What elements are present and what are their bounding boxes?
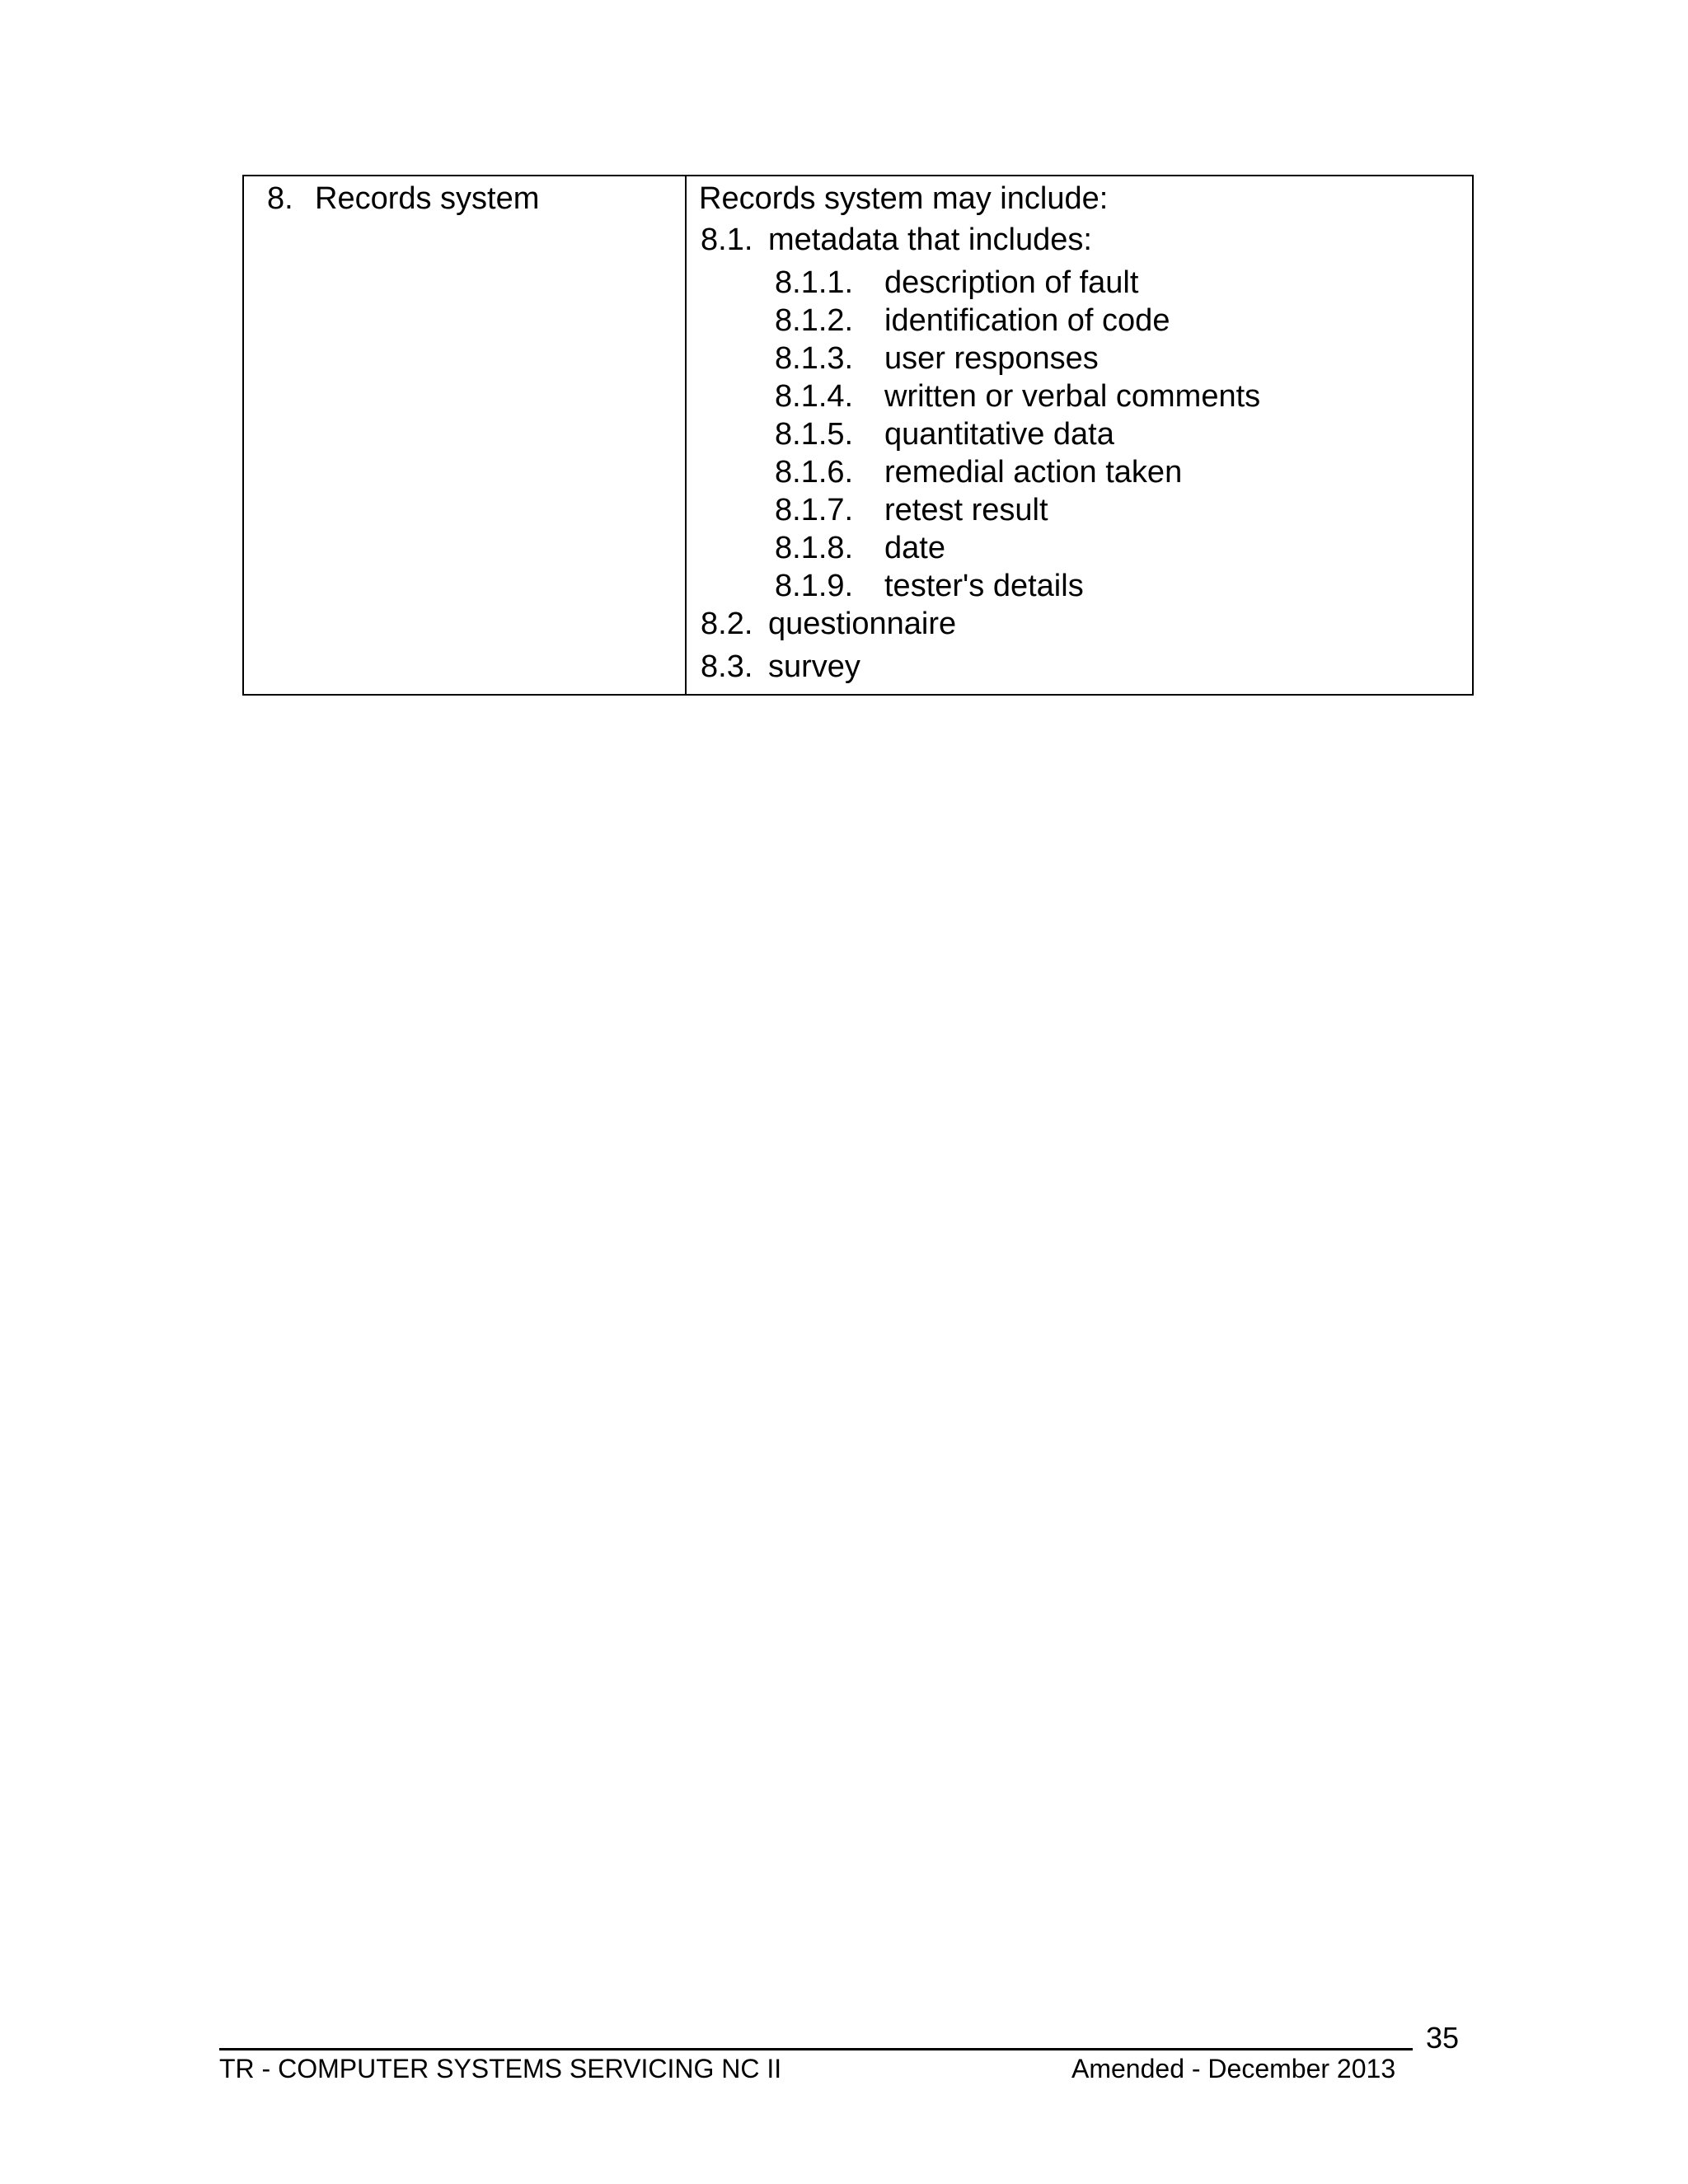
variable-cell — [267, 180, 539, 218]
list-item-8-1-5 — [775, 417, 1114, 452]
item-number: 8.1.3. — [775, 341, 854, 376]
item-label: survey — [768, 649, 860, 684]
item-label: retest result — [884, 493, 1048, 527]
footer-rule — [219, 2048, 1413, 2050]
list-item-8-1-9 — [775, 569, 1084, 604]
item-label: quantitative data — [884, 417, 1114, 452]
footer-document-title: TR - COMPUTER SYSTEMS SERVICING NC II — [219, 2054, 782, 2083]
column-divider — [685, 176, 687, 694]
list-item-8-1-8 — [775, 531, 945, 566]
item-number: 8.1.2. — [775, 303, 854, 338]
item-number: 8.1.7. — [775, 493, 854, 527]
page-number: 35 — [1426, 2021, 1460, 2055]
item-number: 8.1.5. — [775, 417, 854, 452]
item-number: 8.3. — [701, 649, 753, 684]
item-number: 8.1.4. — [775, 379, 854, 414]
list-item-8-1-1 — [775, 265, 1138, 301]
item-label: tester's details — [884, 569, 1084, 603]
item-label: questionnaire — [768, 607, 957, 641]
item-label: identification of code — [884, 303, 1170, 338]
item-label: written or verbal comments — [884, 379, 1261, 414]
item-label: user responses — [884, 341, 1099, 376]
footer-amended-date: Amended - December 2013 — [1071, 2054, 1396, 2083]
item-number: 8.1. — [701, 223, 753, 257]
list-item-8-1-6 — [775, 455, 1182, 490]
item-label: description of fault — [884, 265, 1139, 300]
item-number: 8.2. — [701, 607, 753, 641]
list-item-8-1-3 — [775, 341, 1099, 377]
list-item-8-1-7 — [775, 493, 1048, 528]
list-item-8-3 — [701, 649, 860, 685]
list-item-8-1-4 — [775, 379, 1260, 415]
item-number: 8.1.9. — [775, 569, 854, 603]
list-item-8-2 — [701, 607, 956, 642]
range-intro: Records system may include: — [699, 181, 1109, 216]
item-number: 8.1.1. — [775, 265, 854, 300]
item-label: remedial action taken — [884, 455, 1183, 490]
item-number: 8.1.6. — [775, 455, 854, 490]
range-of-variables-table — [242, 175, 1474, 696]
item-label: date — [884, 531, 945, 565]
list-item-8-1 — [701, 223, 1092, 258]
item-label: metadata that includes: — [768, 223, 1092, 257]
list-item-8-1-2 — [775, 303, 1170, 339]
variable-label: Records system — [315, 181, 540, 216]
item-number: 8.1.8. — [775, 531, 854, 565]
variable-number: 8. — [267, 181, 293, 216]
